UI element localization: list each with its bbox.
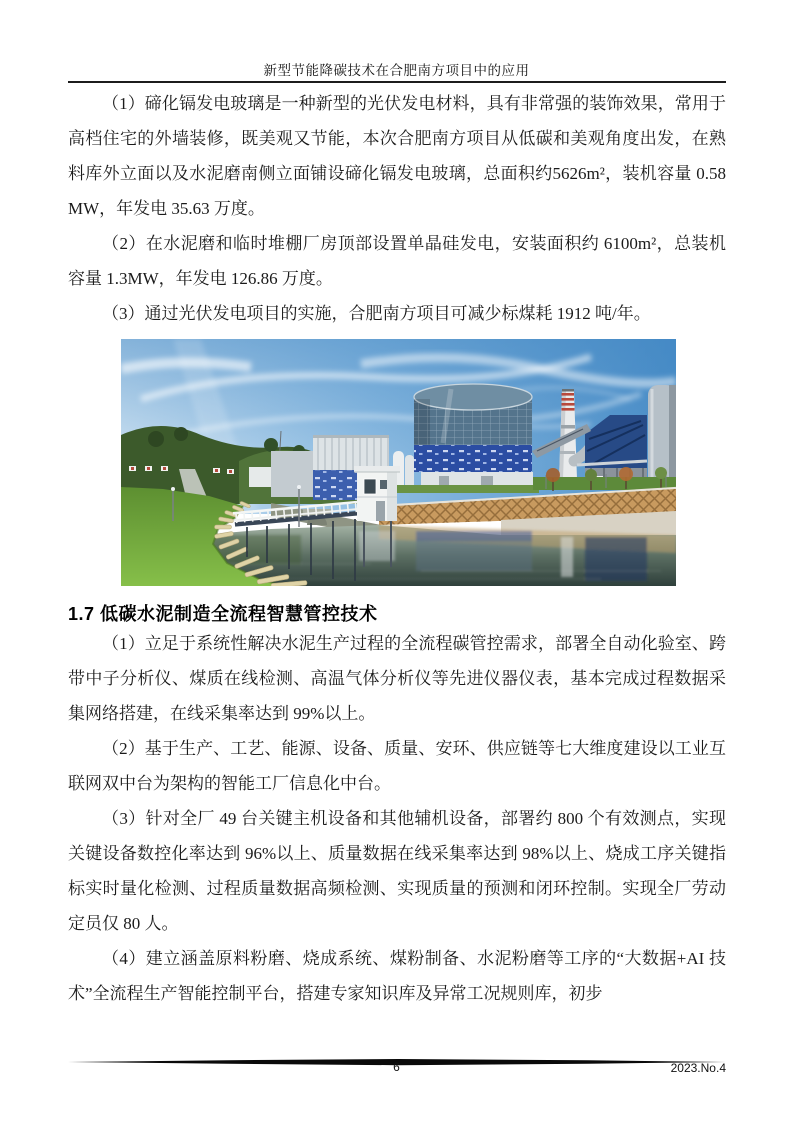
plant-photo	[121, 339, 676, 586]
section-paragraph-1: （1）立足于系统性解决水泥生产过程的全流程碳管控需求，部署全自动化验室、跨带中子分析仪、煤质在线检测、高温气体分析仪等先进仪器仪表，基本完成过程数据采集网络搭建，在线采集率达到 99%以上。	[68, 634, 726, 723]
section-paragraph-4: （4）建立涵盖原料粉磨、烧成系统、煤粉制备、水泥粉磨等工序的“大数据+AI 技术”全流程生产智能控制平台，搭建专家知识库及异常工况规则库，初步	[68, 949, 726, 1003]
section-paragraph-2: （2）基于生产、工艺、能源、设备、质量、安环、供应链等七大维度建设以工业互联网双中台为架构的智能工厂信息化中台。	[68, 739, 726, 793]
footer-page-number: 6	[393, 1060, 400, 1074]
page-header-title: 新型节能降碳技术在合肥南方项目中的应用	[263, 63, 530, 78]
footer-issue-label: 2023.No.4	[670, 1061, 726, 1075]
plant-photo-figure	[121, 339, 676, 586]
intro-paragraph-1: （1）碲化镉发电玻璃是一种新型的光伏发电材料，具有非常强的装饰效果，常用于高档住宅的外墙装修，既美观又节能，本次合肥南方项目从低碳和美观角度出发，在熟料库外立面以及水泥磨南侧立面铺设碲化镉发电玻璃，总面积约5626m²，装机容量 0.58MW，年发电 35.63 万度。	[68, 94, 726, 218]
section-paragraph-3: （3）针对全厂 49 台关键主机设备和其他辅机设备，部署约 800 个有效测点，实现关键设备数控化率达到 96%以上、质量数据在线采集率达到 98%以上、烧成工序关键指标实时量化检测、过程质量数据高频检测、实现质量的预测和闭环控制。实现全厂劳动定员仅 80 人。	[68, 809, 726, 933]
intro-paragraph-3: （3）通过光伏发电项目的实施，合肥南方项目可减少标煤耗 1912 吨/年。	[102, 304, 651, 323]
glass-cylinder-building	[414, 384, 533, 487]
intro-paragraph-2: （2）在水泥磨和临时堆棚厂房顶部设置单晶硅发电，安装面积约 6100m²，总装机容量 1.3MW，年发电 126.86 万度。	[68, 234, 726, 288]
section-heading: 1.7 低碳水泥制造全流程智慧管控技术	[68, 604, 378, 624]
header-rule	[68, 81, 726, 83]
mill-annex	[271, 451, 313, 497]
page-content	[68, 86, 726, 1011]
